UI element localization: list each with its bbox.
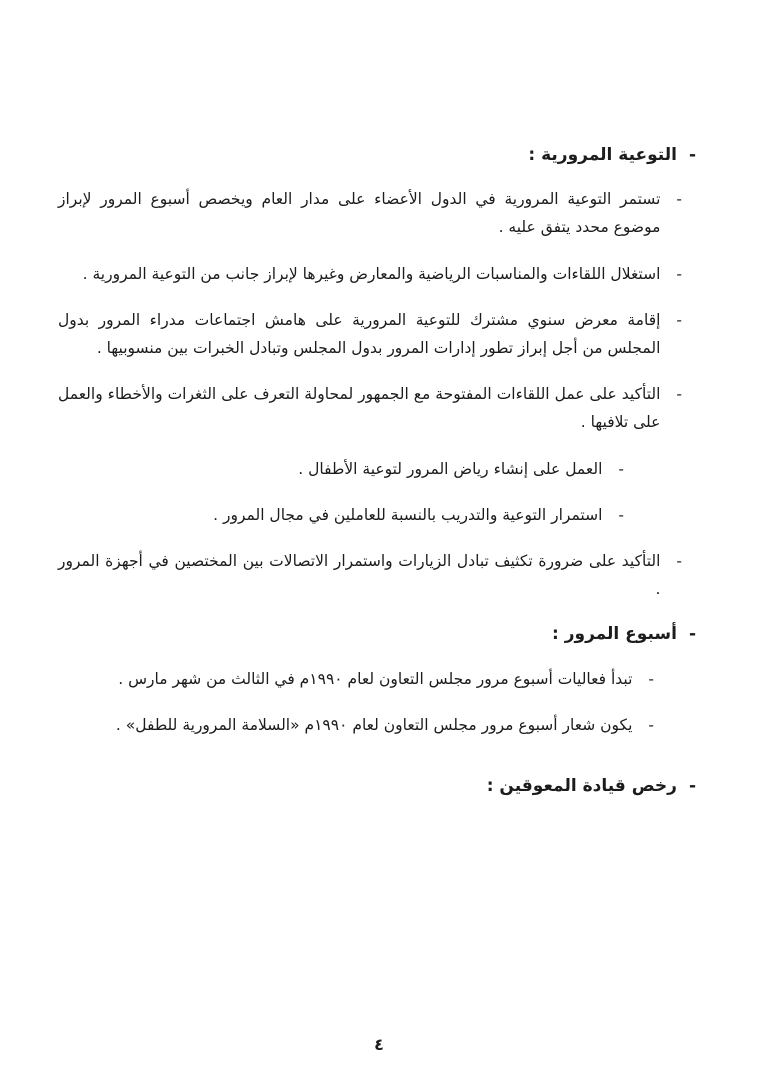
bullet-item [58,306,682,362]
section-heading-text: التوعية المرورية : [528,145,677,165]
bullet-item [58,260,682,288]
dash-marker: - [676,190,682,209]
bullet-text: تستمر التوعية المرورية في الدول الأعضاء على مدار العام ويخصص أسبوع المرور لإبراز موضوع محدد يتفق عليه . [58,190,661,237]
bullet-text: تبدأ فعاليات أسبوع مرور مجلس التعاون لعام ١٩٩٠م في الثالث من شهر مارس . [118,669,633,688]
section-heading-text: رخص قيادة المعوقين : [486,776,677,797]
bullet-item [58,501,624,529]
dash-marker: - [688,145,696,165]
bullet-item [58,711,654,739]
bullet-item [58,547,682,603]
bullet-text: التأكيد على عمل اللقاءات المفتوحة مع الجمهور لمحاولة التعرف على الثغرات والأخطاء والعمل على تلافيها . [58,385,661,432]
bullet-text: التأكيد على ضرورة تكثيف تبادل الزيارات واستمرار الاتصالات بين المختصين في أجهزة المرور . [58,552,661,599]
bullet-text: إقامة معرض سنوي مشترك للتوعية المرورية على هامش اجتماعات مدراء المرور بدول المجلس من أجل إبراز تطور إدارات المرور بدول المجلس وتبادل الخبرات بين منسوبيها . [58,310,661,357]
dash-marker: - [676,264,682,283]
dash-marker: - [676,385,682,404]
dash-marker: - [648,715,654,734]
section-traffic-week [58,621,696,739]
document-content [58,142,696,816]
dash-marker: - [676,552,682,571]
section-disabled-driving-licenses [58,773,696,800]
bullet-item [58,380,682,436]
page-number: ٤ [374,1035,384,1054]
dash-marker: - [688,624,696,645]
dash-marker: - [618,505,624,524]
section-heading [58,621,696,648]
dash-marker: - [676,310,682,329]
bullet-text: استمرار التوعية والتدريب بالنسبة للعاملين في مجال المرور . [213,505,603,524]
section-heading [58,142,696,169]
bullet-text: استغلال اللقاءات والمناسبات الرياضية والمعارض وغيرها لإبراز جانب من التوعية المرورية . [82,264,661,283]
dash-marker: - [618,459,624,478]
bullet-item [58,455,624,483]
bullet-item [58,665,654,693]
section-heading [58,773,696,800]
dash-marker: - [648,669,654,688]
dash-marker: - [688,776,696,797]
bullet-text: يكون شعار أسبوع مرور مجلس التعاون لعام ١٩٩٠م «السلامة المرورية للطفل» . [115,715,633,734]
section-traffic-awareness [58,142,696,603]
section-heading-text: أسبوع المرور : [552,624,677,645]
bullet-item [58,185,682,241]
bullet-text: العمل على إنشاء رياض المرور لتوعية الأطفال . [298,459,603,478]
bullet-list [58,185,696,603]
bullet-list [58,665,696,739]
